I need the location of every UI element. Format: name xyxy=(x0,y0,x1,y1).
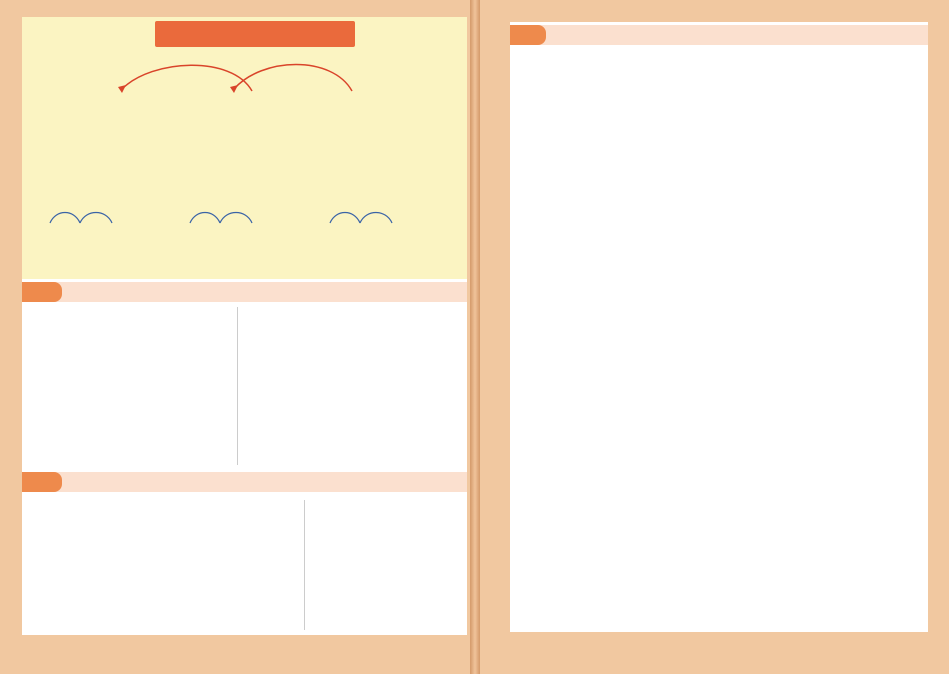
divider xyxy=(304,500,305,630)
relation-arrows-icon xyxy=(22,45,467,105)
book-gutter xyxy=(470,0,480,674)
right-sheet xyxy=(510,22,928,632)
divider xyxy=(237,307,238,465)
left-sheet xyxy=(22,17,467,635)
exercise-124-header xyxy=(510,25,928,45)
example-arcs-icon xyxy=(22,207,467,227)
lesson-title xyxy=(155,21,355,47)
exercise-122-number xyxy=(22,282,62,302)
exercise-122-header xyxy=(22,282,467,302)
intro-box xyxy=(22,17,467,279)
exercise-124-number xyxy=(510,25,546,45)
exercise-123-number xyxy=(22,472,62,492)
exercise-123-header xyxy=(22,472,467,492)
